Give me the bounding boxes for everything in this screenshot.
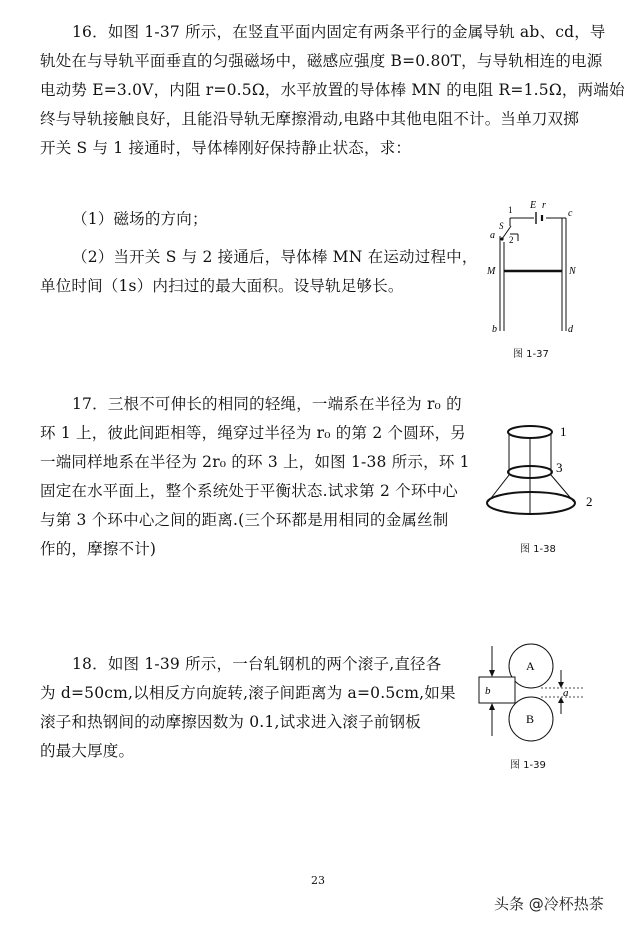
- label-ring-3: 3: [556, 460, 563, 475]
- problem-18-line: 的最大厚度。: [40, 742, 135, 760]
- problem-18-line: 为 d=50cm,以相反方向旋转,滚子间距离为 a=0.5cm,如果: [40, 684, 456, 702]
- problem-17-line: 一端同样地系在半径为 2r₀ 的环 3 上，如图 1-38 所示，环 1: [40, 453, 470, 471]
- label-2: 2: [509, 235, 514, 245]
- label-S: S: [499, 221, 504, 231]
- figure-1-39-caption: 图 1-39: [510, 760, 546, 771]
- problem-16-question-1: [40, 205, 208, 234]
- label-c: c: [568, 208, 573, 219]
- label-a: a: [563, 687, 569, 699]
- problem-17-line: 17．三根不可伸长的相同的轻绳，一端系在半径为 r₀ 的: [72, 395, 462, 413]
- label-A: A: [526, 659, 535, 673]
- problem-17-line: 与第 3 个环中心之间的距离.(三个环都是用相同的金属丝制: [40, 511, 449, 529]
- problem-16-line: 开关 S 与 1 接通时，导体棒刚好保持静止状态，求：: [40, 139, 412, 157]
- label-b: b: [485, 685, 491, 697]
- label-N: N: [569, 266, 576, 277]
- label-r: r: [542, 200, 546, 211]
- problem-16-line: 电动势 E=3.0V，内阻 r=0.5Ω，水平放置的导体棒 MN 的电阻 R=1.5Ω，两端始: [40, 81, 625, 99]
- figure-1-37-caption: 图 1-37: [513, 349, 549, 360]
- label-b: b: [492, 324, 497, 335]
- label-a: a: [490, 230, 495, 241]
- problem-16-line: 终与导轨接触良好，且能沿导轨无摩擦滑动,电路中其他电阻不计。当单刀双掷: [40, 110, 579, 128]
- problem-17-text: [40, 390, 470, 564]
- label-ring-2: 2: [586, 494, 593, 509]
- figure-1-38-rings: [482, 405, 617, 535]
- problem-18-line: 18．如图 1-39 所示，一台轧钢机的两个滚子,直径各: [72, 655, 442, 673]
- figure-1-37-circuit: [478, 196, 588, 356]
- question-2-line: 单位时间（1s）内扫过的最大面积。设导轨足够长。: [40, 277, 404, 295]
- problem-17-line: 作的，摩擦不计): [40, 540, 157, 558]
- label-B: B: [526, 712, 535, 726]
- figure-1-39-rollers: [475, 640, 595, 750]
- label-M: M: [487, 266, 496, 277]
- watermark: 头条 @冷杯热茶: [494, 895, 604, 913]
- figure-1-38-caption: 图 1-38: [520, 544, 556, 555]
- label-d: d: [568, 324, 573, 335]
- problem-16-line: 16．如图 1-37 所示，在竖直平面内固定有两条平行的金属导轨 ab、cd，导: [72, 23, 606, 41]
- problem-16-question-2: [40, 243, 478, 301]
- page-number: 23: [311, 874, 325, 887]
- question-2-line: （2）当开关 S 与 2 接通后，导体棒 MN 在运动过程中，: [72, 248, 478, 266]
- ring-1: [508, 426, 552, 438]
- problem-18-text: [40, 650, 456, 766]
- problem-17-line: 环 1 上，彼此间距相等，绳穿过半径为 r₀ 的第 2 个圆环，另: [40, 424, 467, 442]
- problem-18-line: 滚子和热钢间的动摩擦因数为 0.1,试求进入滚子前钢板: [40, 713, 421, 731]
- question-1-text: （1）磁场的方向；: [72, 210, 208, 228]
- label-E: E: [530, 200, 537, 211]
- problem-16-text: [40, 18, 625, 163]
- label-ring-1: 1: [560, 424, 567, 439]
- ring-2: [487, 492, 575, 514]
- label-1: 1: [508, 205, 513, 215]
- problem-16-line: 轨处在与导轨平面垂直的匀强磁场中，磁感应强度 B=0.80T，与导轨相连的电源: [40, 52, 603, 70]
- problem-17-line: 固定在水平面上，整个系统处于平衡状态.试求第 2 个环中心: [40, 482, 458, 500]
